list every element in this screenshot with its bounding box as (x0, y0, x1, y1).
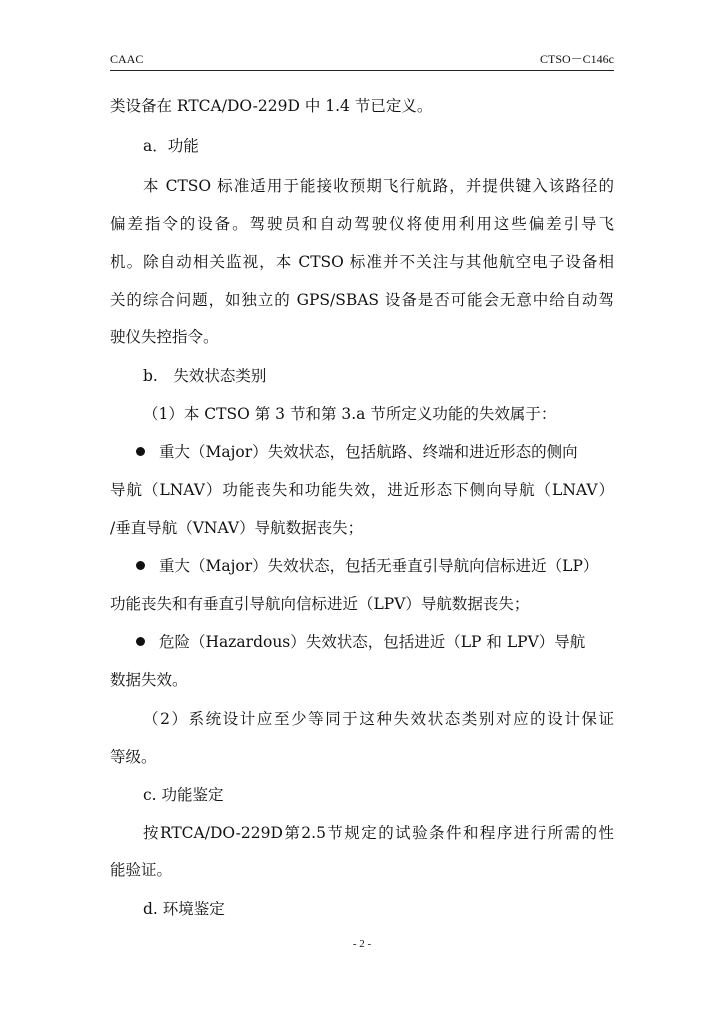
paragraph-line: 类设备在 RTCA/DO-229D 中 1.4 节已定义。 (110, 97, 433, 115)
section-heading-d: d. 环境鉴定 (143, 900, 225, 918)
bullet-text: 重大（Major）失效状态，包括无垂直引导航向信标进近（LP） (159, 557, 599, 575)
paragraph-line: 偏差指令的设备。驾驶员和自动驾驶仪将使用利用这些偏差引导飞 (110, 215, 614, 233)
paragraph-line: 数据失效。 (110, 671, 188, 689)
bullet-item (136, 442, 614, 462)
paragraph-line: /垂直导航（VNAV）导航数据丧失； (110, 519, 364, 537)
page-header (110, 52, 614, 71)
header-doc-number: CTSO－C146c (539, 52, 614, 66)
paragraph-line: 能验证。 (110, 861, 173, 879)
bullet-text: 危险（Hazardous）失效状态，包括进近（LP 和 LPV）导航 (159, 633, 586, 651)
paragraph-line: 驶仪失控指令。 (110, 328, 219, 346)
paragraph-line: 等级。 (110, 748, 157, 766)
section-heading-b: b. 失效状态类别 (143, 367, 267, 385)
bullet-item (136, 632, 614, 652)
bullet-item (136, 556, 614, 576)
page-number: - 2 - (352, 938, 372, 950)
header-org: CAAC (110, 52, 144, 66)
paragraph-line: （1）本 CTSO 第 3 节和第 3.a 节所定义功能的失效属于： (143, 405, 557, 423)
paragraph-line: 功能丧失和有垂直引导航向信标进近（LPV）导航数据丧失； (110, 595, 530, 613)
paragraph-line: 关的综合问题，如独立的 GPS/SBAS 设备是否可能会无意中给自动驾 (110, 291, 614, 309)
bullet-icon (136, 447, 145, 456)
bullet-icon (136, 637, 145, 646)
paragraph-line: 机。除自动相关监视，本 CTSO 标准并不关注与其他航空电子设备相 (110, 253, 614, 271)
bullet-text: 重大（Major）失效状态，包括航路、终端和进近形态的侧向 (159, 443, 578, 461)
paragraph-line: 本 CTSO 标准适用于能接收预期飞行航路，并提供键入该路径的 (143, 177, 614, 195)
section-heading-c: c. 功能鉴定 (143, 786, 224, 804)
paragraph-line: （2）系统设计应至少等同于这种失效状态类别对应的设计保证 (143, 710, 614, 728)
bullet-icon (136, 561, 145, 570)
paragraph-line: 导航（LNAV）功能丧失和功能失效，进近形态下侧向导航（LNAV） (110, 481, 614, 499)
paragraph-line: 按RTCA/DO-229D第2.5节规定的试验条件和程序进行所需的性 (143, 824, 614, 842)
section-heading-a: a．功能 (143, 137, 199, 155)
